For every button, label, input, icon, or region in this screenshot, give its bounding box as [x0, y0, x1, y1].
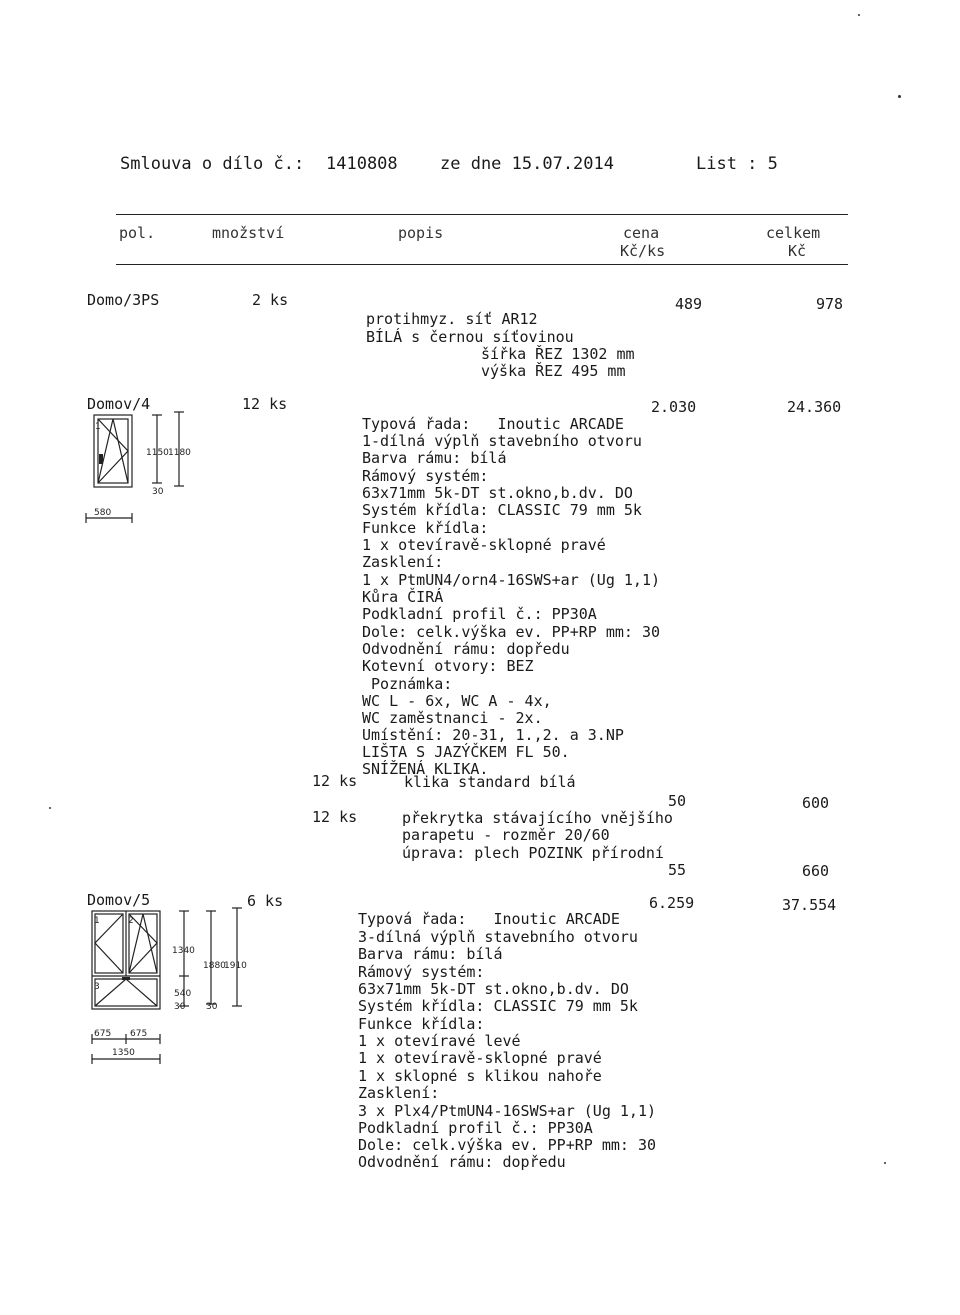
header-top-rule [116, 214, 848, 215]
desc-line: Umístění: 20-31, 1.,2. a 3.NP [362, 726, 624, 744]
dim-sill-1: 30 [174, 1002, 186, 1012]
pane-label-1: 1 [94, 916, 100, 926]
item-1-total: 978 [816, 295, 844, 313]
window-drawing-single [84, 410, 244, 526]
item-3-position: Domov/5 [87, 891, 151, 909]
item-1-desc-line: protihmyz. síť AR12 [366, 310, 538, 328]
header-bottom-rule [116, 264, 848, 265]
desc-line: LIŠTA S JAZÝČKEM FL 50. [362, 743, 570, 761]
col-mnozstvi: množství [212, 224, 285, 242]
dim-height-2: 1180 [168, 448, 191, 458]
dim-sill: 30 [152, 487, 164, 497]
col-celkem: celkem [766, 224, 821, 242]
dim-height-2: 540 [174, 989, 192, 999]
desc-line: Systém křídla: CLASSIC 79 mm 5k [358, 997, 638, 1015]
accessory-1-price: 50 [668, 792, 687, 810]
desc-line: Rámový systém: [362, 467, 489, 485]
dim-width-2: 675 [130, 1029, 148, 1039]
desc-line: SNÍŽENÁ KLIKA. [362, 760, 489, 778]
desc-line: Barva rámu: bílá [358, 945, 503, 963]
item-3-price: 6.259 [649, 894, 695, 912]
desc-line: Dole: celk.výška ev. PP+RP mm: 30 [358, 1136, 657, 1154]
dim-width: 580 [94, 508, 112, 518]
col-pol: pol. [119, 224, 156, 242]
contract-label: Smlouva o dílo č.: [120, 154, 305, 174]
item-2-price: 2.030 [651, 398, 697, 416]
desc-line: 1 x otevíravé levé [358, 1032, 521, 1050]
item-2-total: 24.360 [787, 398, 842, 416]
accessory-1-text: klika standard bílá [404, 773, 576, 791]
dim-height-3: 1880 [203, 961, 226, 971]
desc-line: 1 x PtmUN4/orn4-16SWS+ar (Ug 1,1) [362, 571, 661, 589]
desc-line: Kotevní otvory: BEZ [362, 657, 534, 675]
accessory-2-qty: 12 ks [312, 808, 358, 826]
desc-line: 1 x sklopné s klikou nahoře [358, 1067, 602, 1085]
desc-line: Typová řada: Inoutic ARCADE [362, 415, 624, 433]
desc-line: Podkladní profil č.: PP30A [362, 605, 597, 623]
desc-line: 3-dílná výplň stavebního otvoru [358, 928, 638, 946]
desc-line: Barva rámu: bílá [362, 449, 507, 467]
desc-line: Podkladní profil č.: PP30A [358, 1119, 593, 1137]
scan-speck [858, 14, 860, 16]
desc-line: Poznámka: [362, 675, 453, 693]
desc-line: Systém křídla: CLASSIC 79 mm 5k [362, 501, 642, 519]
scan-speck [898, 95, 901, 98]
item-2-qty: 12 ks [242, 395, 288, 413]
desc-line: Kůra ČIRÁ [362, 588, 444, 606]
desc-line: 1 x otevíravě-sklopné pravé [358, 1049, 602, 1067]
scan-speck [49, 807, 51, 809]
dim-sill-2: 30 [206, 1002, 218, 1012]
desc-line: 1-dílná výplň stavebního otvoru [362, 432, 642, 450]
desc-line: Zasklení: [362, 553, 444, 571]
desc-line: WC zaměstnanci - 2x. [362, 709, 543, 727]
desc-line: Funkce křídla: [358, 1015, 485, 1033]
desc-line: Zasklení: [358, 1084, 440, 1102]
page-number: List : 5 [696, 154, 778, 174]
item-1-desc-line: šířka ŘEZ 1302 mm [481, 345, 635, 363]
dim-width-total: 1350 [112, 1048, 135, 1058]
desc-line: Odvodnění rámu: dopředu [358, 1153, 566, 1171]
dim-height-1: 1340 [172, 946, 195, 956]
accessory-2-desc-line: úprava: plech POZINK přírodní [402, 844, 664, 862]
dim-width-1: 675 [94, 1029, 112, 1039]
item-1-position: Domo/3PS [87, 291, 160, 309]
item-1-desc-line: výška ŘEZ 495 mm [481, 362, 626, 380]
contract-number: 1410808 [326, 154, 398, 174]
desc-line: Typová řada: Inoutic ARCADE [358, 910, 620, 928]
col-celkem-unit: Kč [788, 242, 807, 260]
item-3-total: 37.554 [782, 896, 837, 914]
accessory-2-desc-line: překrytka stávajícího vnějšího [402, 809, 673, 827]
item-2-position: Domov/4 [87, 395, 151, 413]
desc-line: Rámový systém: [358, 963, 485, 981]
pane-label-2: 2 [128, 916, 134, 926]
accessory-1-qty: 12 ks [312, 772, 358, 790]
desc-line: 63x71mm 5k-DT st.okno,b.dv. DO [362, 484, 633, 502]
dim-height-4: 1910 [224, 961, 247, 971]
window-drawing-triple [84, 906, 274, 1066]
desc-line: Odvodnění rámu: dopředu [362, 640, 570, 658]
col-cena: cena [623, 224, 660, 242]
dim-height-1: 1150 [146, 448, 169, 458]
accessory-1-total: 600 [802, 794, 830, 812]
desc-line: Funkce křídla: [362, 519, 489, 537]
desc-line: 1 x otevíravě-sklopné pravé [362, 536, 606, 554]
accessory-2-price: 55 [668, 861, 687, 879]
col-cena-unit: Kč/ks [620, 242, 666, 260]
col-popis: popis [398, 224, 444, 242]
desc-line: 63x71mm 5k-DT st.okno,b.dv. DO [358, 980, 629, 998]
desc-line: 3 x Plx4/PtmUN4-16SWS+ar (Ug 1,1) [358, 1102, 657, 1120]
item-1-desc-line: BÍLÁ s černou síťovinou [366, 328, 574, 346]
accessory-2-desc-line: parapetu - rozměr 20/60 [402, 826, 610, 844]
pane-label: 1 [95, 422, 101, 432]
contract-date: ze dne 15.07.2014 [440, 154, 614, 174]
item-1-price: 489 [675, 295, 703, 313]
desc-line: Dole: celk.výška ev. PP+RP mm: 30 [362, 623, 661, 641]
item-3-qty: 6 ks [247, 892, 284, 910]
item-1-qty: 2 ks [252, 291, 289, 309]
desc-line: WC L - 6x, WC A - 4x, [362, 692, 552, 710]
accessory-2-total: 660 [802, 862, 830, 880]
scan-speck [884, 1162, 886, 1164]
pane-label-3: 3 [94, 982, 100, 992]
